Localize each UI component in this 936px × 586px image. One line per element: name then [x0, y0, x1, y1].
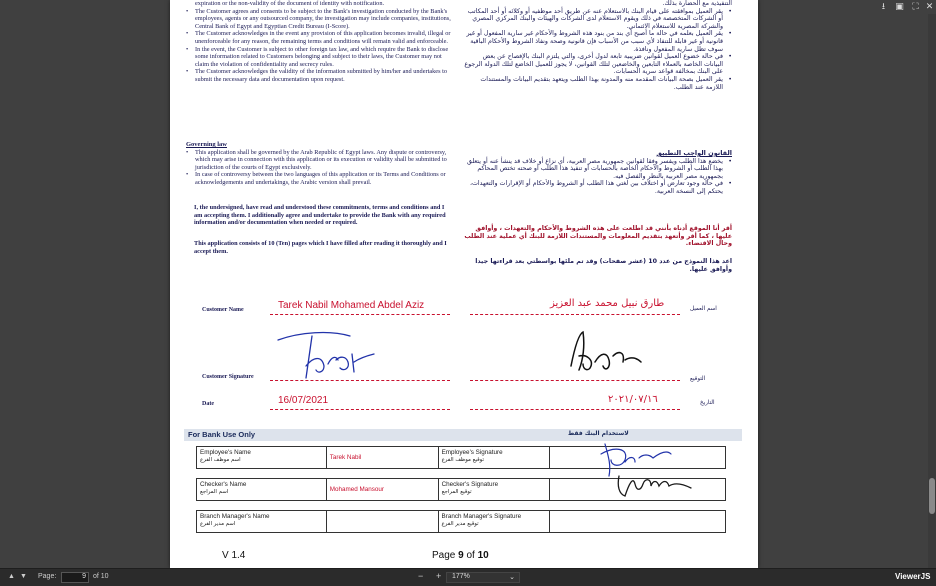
page-number-input[interactable]: 9: [61, 572, 89, 583]
scrollbar-thumb[interactable]: [929, 478, 935, 514]
arabic-pages-note: اعد هذا النموذج من عدد 10 (عشر صفحات) وقد تم ملئها بواسطتي بعد قراءتها جيدا وأوافق عليها.: [475, 258, 732, 273]
document-page: [170, 0, 758, 568]
divider: [470, 380, 680, 381]
customer-name-label: Customer Name: [202, 307, 244, 313]
page-count: of 10: [93, 573, 109, 580]
bank-use-title-ar: لاستخدام البنك فقط: [568, 430, 629, 437]
chevron-down-icon: ⌄: [509, 574, 515, 581]
zoom-value: 177%: [452, 573, 470, 580]
zoom-out-button[interactable]: −: [418, 571, 424, 581]
employee-name-value: Tarek Nabil: [326, 447, 438, 469]
terms-bullet: • The Customer agrees and consents to be subject to the Bank's investigation conducted by the Bank's employees, agents or any outsourced company, the investigation may include companies, institutions, Central Bank of Egypt and Egyptian Credit Bureau (I-Score).: [186, 8, 451, 31]
english-declaration: I, the undersigned, have read and understood these commitments, terms and conditions and I am accepting them. I additionally agree and undertake to provide the Bank with any required information and/or documentation when needed or required.: [194, 204, 446, 227]
terms-bullet-ar: • في حالة وجود تعارض أو اختلاف بين لغتي هذا الطلب أو الشروط والأحكام أو الإقرارات والتعهدات، يحتكم إلى النسخة العربية.: [462, 180, 732, 195]
viewerjs-logo[interactable]: ViewerJS: [895, 572, 931, 581]
english-pages-note: This application consists of 10 (Ten) pages which I have filled after reading it thoroughly and I accept them.: [194, 240, 447, 255]
governing-law-heading-ar: القانون الواجب التطبيق: [656, 149, 732, 157]
checker-name-value: Mohamed Mansour: [326, 479, 438, 501]
bottom-toolbar: [0, 568, 936, 586]
english-terms: [186, 0, 451, 84]
employee-signature-label: Employee's Signature توقيع موظف الفرع: [438, 447, 550, 469]
governing-law-heading: Governing law: [186, 141, 227, 148]
divider: [270, 314, 450, 315]
download-icon[interactable]: ⭳: [881, 2, 886, 12]
date-ar: ٢٠٢١/٠٧/١٦: [608, 394, 658, 405]
terms-bullet-ar: • يقر العميل بصحة البيانات المقدمة منه والمدونة بهذا الطلب ويتعهد بتقديم البيانات والمستندات اللازمة عند الطلب.: [462, 76, 732, 91]
zoom-select[interactable]: [446, 572, 520, 583]
branch-manager-name-value: [326, 511, 438, 533]
branch-manager-name-label: Branch Manager's Name اسم مدير الفرع: [197, 511, 327, 533]
arabic-governing-law: [462, 150, 732, 196]
terms-bullet-ar: • في حالة خضوع العميل لقوانين ضريبية تابعة لدول أخرى، والتي يلتزم البنك بالإفصاح عن بعض البيانات الخاصة بالعملاء التابعين والخاضعين لتلك القوانين، لا يجوز للعميل الخاضع لتلك الدولة الرجوع على البنك بمخالفة قواعد سرية الحسابات.: [462, 53, 732, 76]
terms-bullet: • In the event, the Customer is subject to other foreign tax law, and which require the Bank to disclose some information related to Customers belonging and subject to their laws, the Customer may not claim the violation of confidentiality and secrecy rules.: [186, 46, 451, 69]
arabic-terms: [462, 0, 732, 91]
divider: [270, 409, 450, 410]
customer-signature-label-ar: التوقيع: [690, 376, 706, 382]
terms-bullet-ar: • يقر العميل بعلمه في حالة ما أصبح أي بند من بنود هذه الشروط والأحكام غير سارية المفعول أو غير قانونية أو غير قابلة للتنفاذ لأي سبب من الأسباب فإن قانونية وصحة ونفاذ الشروط والأحكام الباقية سوف تظل سارية المفعول ونافذة.: [462, 30, 732, 53]
page-label: Page:: [38, 573, 57, 580]
checker-signature-label: Checker's Signature توقيع المراجع: [438, 479, 550, 501]
version-label: V 1.4: [222, 550, 246, 561]
customer-signature-ar: [565, 326, 645, 378]
divider: [470, 409, 680, 410]
branch-manager-signature-label: Branch Manager's Signature توقيع مدير الفرع: [438, 511, 550, 533]
bank-use-title: For Bank Use Only: [188, 430, 256, 439]
bank-signatures: [595, 436, 695, 500]
top-toolbar: [876, 0, 936, 14]
page-number: Page 9 of 10: [432, 550, 489, 561]
terms-bullet: • The Customer acknowledges in the event any provision of this application becomes invalid, illegal or unenforceable for any reason, the remaining terms and conditions will remain valid and enforceable.: [186, 30, 451, 45]
customer-signature-en: [270, 326, 380, 382]
zoom-in-button[interactable]: +: [436, 571, 442, 581]
terms-bullet: • The Customer acknowledges the validity of the information submitted by him/her and undertakes to submit the necessary data and documentation upon request.: [186, 68, 451, 83]
checker-name-label: Checker's Name اسم المراجع: [197, 479, 327, 501]
date-en: 16/07/2021: [278, 395, 329, 406]
date-label: Date: [202, 401, 214, 407]
branch-manager-signature-cell: [550, 511, 726, 533]
customer-name-en: Tarek Nabil Mohamed Abdel Aziz: [278, 300, 425, 311]
terms-line-ar: التنفيذية مع الحضارة بذلك.: [662, 0, 732, 7]
fullscreen-icon[interactable]: ⛶: [912, 2, 919, 12]
arabic-declaration: أقر أنا الموقع أدناه بأنني قد اطلعت على هذه الشروط والأحكام والتعهدات ، وأوافق عليها ، كما أقر وأتعهد بتقديم المعلومات والمستندات اللازمة للبنك أي عملية عند الطلب وحال الاقتضاء.: [464, 225, 732, 248]
present-icon[interactable]: ▣: [895, 2, 904, 12]
terms-bullet-ar: • يقر العميل بموافقته على قيام البنك بالاستعلام عنه عن طريق أحد موظفيه أو وكلائه أو أحد المكاتب أو الشركات المتخصصة في ذلك ويقوم الاستعلام لدى الشركات والهيئات والبنك المركزي المصري والشركة المصرية للاستعلام الائتماني.: [462, 8, 732, 31]
terms-bullet: • This application shall be governed by the Arab Republic of Egypt laws. Any dispute or controversy, which may arise in connection with this application or its execution or validity shall be submitted to jurisdiction of the courts of Egypt exclusively.: [186, 149, 451, 172]
terms-bullet-ar: • يخضع هذا الطلب ويفسر وفقا لقوانين جمهورية مصر العربية، أي نزاع أو خلاف قد ينشأ عنه أو يتعلق بهذا الطلب أو الشروط والأحكام الخاصة بالحسابات أو تنفيذ هذا الطلب أو صحته تختص المحاكم بجمهورية مصر العربية بالنظر والفصل فيه.: [462, 158, 732, 181]
bank-use-table: [196, 510, 726, 533]
divider: [470, 314, 680, 315]
employee-name-label: Employee's Name اسم موظف الفرع: [197, 447, 327, 469]
divider: [270, 380, 450, 381]
customer-name-label-ar: اسم العميل: [690, 306, 717, 312]
terms-bullet: • In case of controversy between the two languages of this application or its Terms and Conditions or acknowledgements and undertakings, the Arabic version shall prevail.: [186, 171, 451, 186]
customer-name-ar: طارق نبيل محمد عبد العزيز: [550, 298, 665, 309]
customer-signature-label: Customer Signature: [202, 374, 254, 380]
date-label-ar: التاريخ: [700, 400, 715, 406]
close-icon[interactable]: ✕: [925, 2, 934, 12]
terms-line: expiration or the non-validity of the document of identity with notification.: [195, 0, 385, 7]
prev-page-button[interactable]: ▲: [8, 573, 15, 580]
table-row: [197, 511, 726, 533]
next-page-button[interactable]: ▼: [20, 573, 27, 580]
english-governing-law: [186, 141, 451, 187]
